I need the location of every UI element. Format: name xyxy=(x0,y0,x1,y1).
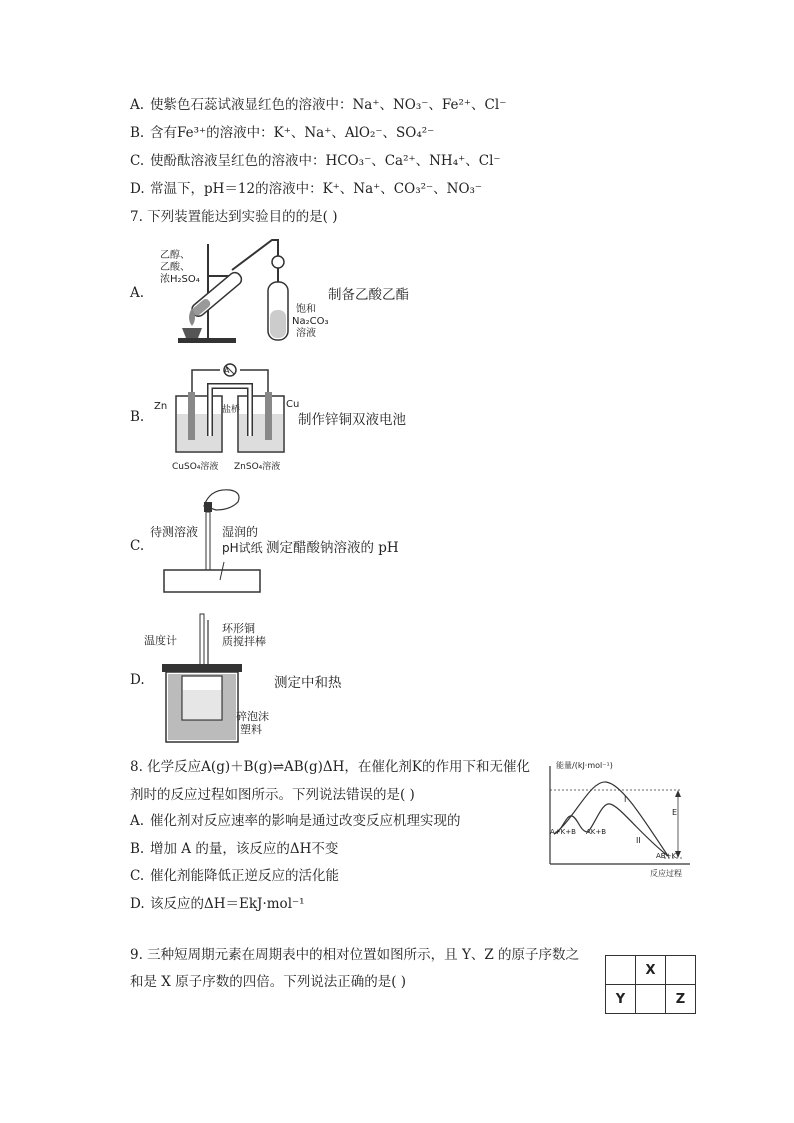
cuso4-label: CuSO₄溶液 xyxy=(172,462,219,472)
stirrer-label-2: 质搅拌棒 xyxy=(222,635,266,648)
q8-option-a: A. 催化剂对反应速率的影响是通过改变反应机理实现的 xyxy=(130,813,461,829)
reactants-label: A+K+B xyxy=(550,828,576,836)
q7-option-d-caption: 测定中和热 xyxy=(274,675,342,691)
q7-option-d-letter: D. xyxy=(130,672,145,688)
pt-cell-y: Y xyxy=(606,985,636,1014)
q8-option-c: C. 催化剂能降低正逆反应的活化能 xyxy=(130,868,339,884)
q6-option-b-text: 含有Fe³⁺的溶液中：K⁺、Na⁺、AlO₂⁻、SO₄²⁻ xyxy=(150,125,435,141)
q6-option-a-text: 使紫色石蕊试液显红色的溶液中：Na⁺、NO₃⁻、Fe²⁺、Cl⁻ xyxy=(150,97,507,113)
intermediate-label: AK+B xyxy=(586,828,607,836)
salt-bridge-label: 盐桥 xyxy=(222,405,241,415)
ammeter-label: A xyxy=(224,366,230,375)
q7-option-c-letter: C. xyxy=(130,538,145,554)
q7-option-b-caption: 制作锌铜双液电池 xyxy=(298,412,406,428)
pt-cell-empty xyxy=(636,985,666,1014)
q6-option-d-text: 常温下，pH＝12的溶液中：K⁺、Na⁺、CO₃²⁻、NO₃⁻ xyxy=(150,181,483,197)
reagent-label-1: 乙醇、 xyxy=(160,250,190,261)
znso4-label: ZnSO₄溶液 xyxy=(234,462,281,472)
q8-option-d: D. 该反应的ΔH＝EkJ·mol⁻¹ xyxy=(130,896,305,912)
periodic-table-fragment xyxy=(605,955,696,1014)
cu-label: Cu xyxy=(286,399,300,410)
q8-stem-line1: 8. 化学反应A(g)＋B(g)⇌AB(g)ΔH，在催化剂K的作用下和无催化 xyxy=(130,759,530,775)
foam-label-1: 碎泡沫 xyxy=(236,710,269,723)
zn-label: Zn xyxy=(154,401,168,412)
curve-i-label: I xyxy=(624,795,627,804)
saturated-label-2: Na₂CO₃ xyxy=(292,316,329,327)
q7-option-a-letter: A. xyxy=(130,285,145,301)
energy-profile-diagram xyxy=(544,760,694,880)
product-label: AB+K xyxy=(656,852,677,860)
stirrer-label-1: 环形铜 xyxy=(222,622,255,635)
q6-option-c: C. 使酚酞溶液呈红色的溶液中：HCO₃⁻、Ca²⁺、NH₄⁺、Cl⁻ xyxy=(130,153,501,169)
q7-option-c-caption: 测定醋酸钠溶液的 pH xyxy=(266,540,399,556)
reagent-label-2: 乙酸、 xyxy=(160,262,190,273)
saturated-label-3: 溶液 xyxy=(296,328,316,339)
q6-option-a: A. 使紫色石蕊试液显红色的溶液中：Na⁺、NO₃⁻、Fe²⁺、Cl⁻ xyxy=(130,97,507,113)
energy-axis-label: 能量/(kJ·mol⁻¹) xyxy=(556,761,613,770)
q8-stem-line2: 剂时的反应过程如图所示。下列说法错误的是( ) xyxy=(130,787,415,803)
pt-cell-z: Z xyxy=(666,985,696,1014)
q8-option-b: B. 增加 A 的量，该反应的ΔH不变 xyxy=(130,841,339,857)
pt-cell-x: X xyxy=(636,956,666,985)
energy-e-label: E xyxy=(672,808,678,817)
test-solution-label: 待测溶液 xyxy=(150,525,199,539)
saturated-label-1: 饱和 xyxy=(296,304,316,315)
foam-label-2: 塑料 xyxy=(240,723,262,736)
wet-paper-label-2: pH试纸 xyxy=(222,541,263,555)
q9-stem-line1: 9. 三种短周期元素在周期表中的相对位置如图所示，且 Y、Z 的原子序数之 xyxy=(130,947,580,963)
q6-option-c-text: 使酚酞溶液呈红色的溶液中：HCO₃⁻、Ca²⁺、NH₄⁺、Cl⁻ xyxy=(150,153,501,169)
pt-cell-empty xyxy=(666,956,696,985)
q9-stem-line2: 和是 X 原子序数的四倍。下列说法正确的是( ) xyxy=(130,974,407,990)
q7-option-b-letter: B. xyxy=(130,409,145,425)
reaction-progress-label: 反应过程 xyxy=(650,869,682,878)
pt-cell-empty xyxy=(606,956,636,985)
reagent-label-3: 浓H₂SO₄ xyxy=(160,274,200,285)
q6-option-d: D. 常温下，pH＝12的溶液中：K⁺、Na⁺、CO₃²⁻、NO₃⁻ xyxy=(130,181,483,197)
q6-option-b: B. 含有Fe³⁺的溶液中：K⁺、Na⁺、AlO₂⁻、SO₄²⁻ xyxy=(130,125,435,141)
q7-stem: 7. 下列装置能达到实验目的的是( ) xyxy=(130,209,338,225)
thermometer-label: 温度计 xyxy=(144,634,177,647)
curve-ii-label: II xyxy=(636,836,641,845)
q7-option-a-caption: 制备乙酸乙酯 xyxy=(328,287,409,303)
wet-paper-label-1: 湿润的 xyxy=(222,525,259,539)
